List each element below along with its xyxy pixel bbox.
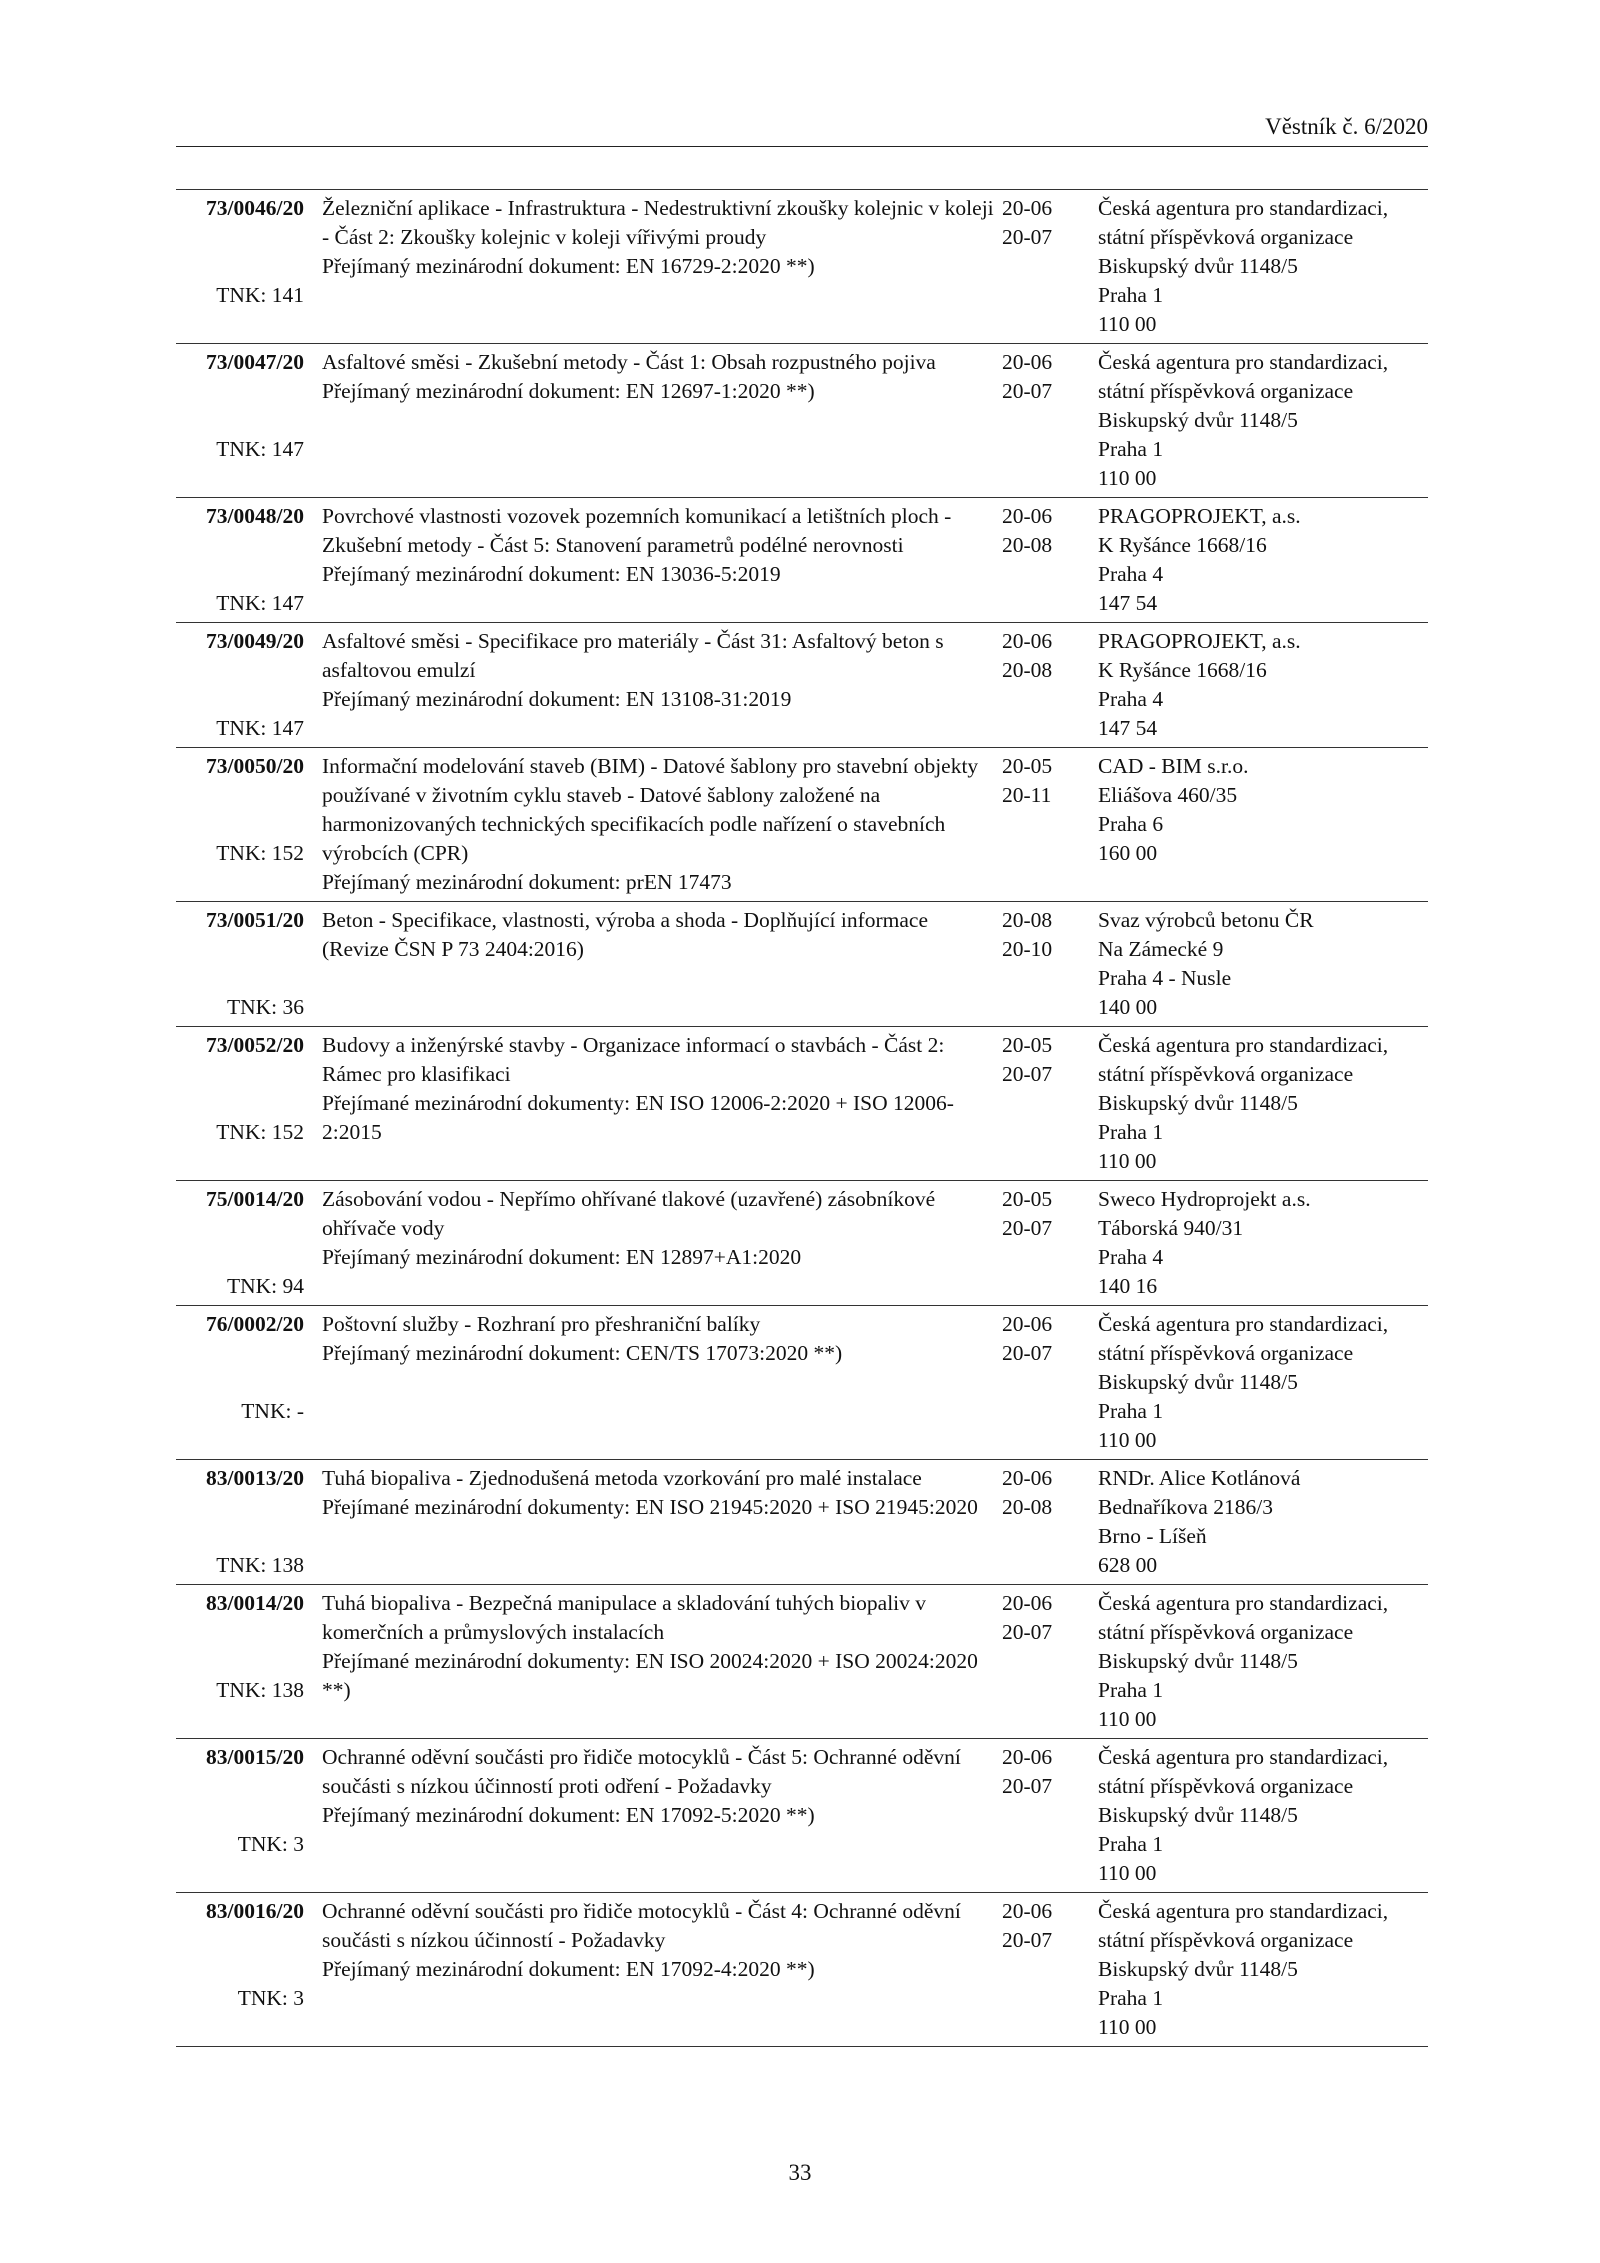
address-line: 110 00 — [1098, 2015, 1157, 2039]
address-line: 110 00 — [1098, 1707, 1157, 1731]
address-line: Brno - Líšeň — [1098, 1524, 1207, 1548]
address-line: Praha 1 — [1098, 1120, 1164, 1144]
processor-address — [1086, 1185, 1428, 1301]
entry-identifiers — [176, 1589, 304, 1734]
entry-description — [304, 1743, 996, 1888]
adopted-document: Přejímaný mezinárodní dokument: EN 12697-1:2020 **) — [322, 379, 815, 403]
standard-code: 83/0013/20 — [206, 1466, 304, 1490]
standard-title: Zásobování vodou - Nepřímo ohřívané tlakové (uzavřené) zásobníkové ohřívače vody — [322, 1187, 936, 1240]
header-divider — [176, 146, 1428, 147]
entry-dates — [996, 1310, 1086, 1455]
standard-code: 83/0015/20 — [206, 1745, 304, 1769]
entry-identifiers — [176, 1185, 304, 1301]
standard-title: Železniční aplikace - Infrastruktura - Nedestruktivní zkoušky kolejnic v koleji - Část 2: Zkoušky kolejnic v koleji vířivými proudy — [322, 196, 994, 249]
standards-list — [176, 189, 1428, 2047]
date-code: 20-06 — [1002, 504, 1053, 528]
standard-code: 75/0014/20 — [206, 1187, 304, 1211]
date-code: 20-07 — [1002, 1928, 1053, 1952]
address-line: Bednaříkova 2186/3 — [1098, 1495, 1273, 1519]
address-line: Česká agentura pro standardizaci, — [1098, 1899, 1389, 1923]
page-number: 33 — [788, 2160, 812, 2185]
adopted-document: Přejímaný mezinárodní dokument: EN 17092-4:2020 **) — [322, 1957, 815, 1981]
address-line: Táborská 940/31 — [1098, 1216, 1244, 1240]
address-line: Praha 1 — [1098, 283, 1164, 307]
tnk-number: TNK: 138 — [216, 1553, 304, 1577]
entry-identifiers — [176, 752, 304, 897]
entry-description — [304, 1897, 996, 2042]
address-line: státní příspěvková organizace — [1098, 1620, 1354, 1644]
address-line: PRAGOPROJEKT, a.s. — [1098, 629, 1301, 653]
address-line: Praha 4 — [1098, 562, 1164, 586]
address-line: Svaz výrobců betonu ČR — [1098, 908, 1314, 932]
entry-identifiers — [176, 1464, 304, 1580]
standard-title: Poštovní služby - Rozhraní pro přeshraniční balíky — [322, 1312, 761, 1336]
standard-title: Ochranné oděvní součásti pro řidiče motocyklů - Část 4: Ochranné oděvní součásti s nízkou účinností - Požadavky — [322, 1899, 961, 1952]
standard-code: 83/0014/20 — [206, 1591, 304, 1615]
entry-description — [304, 1185, 996, 1301]
address-line: Praha 4 — [1098, 1245, 1164, 1269]
entry-identifiers — [176, 194, 304, 339]
standard-code: 73/0049/20 — [206, 629, 304, 653]
standard-entry — [176, 190, 1428, 344]
entry-identifiers — [176, 1897, 304, 2042]
address-line: 147 54 — [1098, 591, 1158, 615]
standard-title: Asfaltové směsi - Specifikace pro materiály - Část 31: Asfaltový beton s asfaltovou emulzí — [322, 629, 944, 682]
address-line: 110 00 — [1098, 1428, 1157, 1452]
tnk-number: TNK: 94 — [226, 1274, 304, 1298]
standard-title: Informační modelování staveb (BIM) - Datové šablony pro stavební objekty používané v životním cyklu staveb - Datové šablony založené na harmonizovaných technických specifikacích podle nařízení o stavebních výrobcích (CPR) — [322, 754, 979, 865]
date-code: 20-05 — [1002, 754, 1053, 778]
address-line: Praha 1 — [1098, 1678, 1164, 1702]
address-line: 147 54 — [1098, 716, 1158, 740]
entry-dates — [996, 906, 1086, 1022]
address-line: 140 16 — [1098, 1274, 1158, 1298]
date-code: 20-07 — [1002, 1062, 1053, 1086]
standard-entry — [176, 344, 1428, 498]
entry-description — [304, 752, 996, 897]
publication-header: Věstník č. 6/2020 — [1265, 114, 1428, 139]
adopted-document: Přejímaný mezinárodní dokument: EN 17092-5:2020 **) — [322, 1803, 815, 1827]
address-line: státní příspěvková organizace — [1098, 1341, 1354, 1365]
standard-code: 73/0052/20 — [206, 1033, 304, 1057]
standard-code: 73/0046/20 — [206, 196, 304, 220]
entry-description — [304, 348, 996, 493]
entry-identifiers — [176, 1310, 304, 1455]
address-line: Eliášova 460/35 — [1098, 783, 1238, 807]
date-code: 20-08 — [1002, 1495, 1053, 1519]
date-code: 20-05 — [1002, 1033, 1053, 1057]
processor-address — [1086, 1464, 1428, 1580]
entry-dates — [996, 1464, 1086, 1580]
date-code: 20-10 — [1002, 937, 1053, 961]
standard-entry — [176, 623, 1428, 748]
adopted-document: Přejímaný mezinárodní dokument: EN 13036-5:2019 — [322, 562, 781, 586]
tnk-number: TNK: 3 — [237, 1832, 304, 1856]
processor-address — [1086, 1589, 1428, 1734]
entry-dates — [996, 627, 1086, 743]
standard-code: 73/0050/20 — [206, 754, 304, 778]
address-line: 110 00 — [1098, 312, 1157, 336]
standard-entry — [176, 1027, 1428, 1181]
standard-title: Asfaltové směsi - Zkušební metody - Část 1: Obsah rozpustného pojiva — [322, 350, 936, 374]
entry-description — [304, 906, 996, 1022]
standard-title: Budovy a inženýrské stavby - Organizace informací o stavbách - Část 2: Rámec pro klasifikaci — [322, 1033, 945, 1086]
address-line: Praha 6 — [1098, 812, 1164, 836]
tnk-number: TNK: 147 — [216, 716, 304, 740]
tnk-number: TNK: 141 — [216, 283, 304, 307]
entry-dates — [996, 348, 1086, 493]
address-line: Na Zámecké 9 — [1098, 937, 1224, 961]
entry-dates — [996, 502, 1086, 618]
processor-address — [1086, 348, 1428, 493]
entry-dates — [996, 1589, 1086, 1734]
address-line: PRAGOPROJEKT, a.s. — [1098, 504, 1301, 528]
standard-code: 73/0051/20 — [206, 908, 304, 932]
tnk-number: TNK: - — [241, 1399, 304, 1423]
address-line: státní příspěvková organizace — [1098, 1062, 1354, 1086]
address-line: Biskupský dvůr 1148/5 — [1098, 254, 1298, 278]
entry-identifiers — [176, 906, 304, 1022]
date-code: 20-08 — [1002, 658, 1053, 682]
address-line: Česká agentura pro standardizaci, — [1098, 1745, 1389, 1769]
tnk-number: TNK: 3 — [237, 1986, 304, 2010]
address-line: státní příspěvková organizace — [1098, 379, 1354, 403]
date-code: 20-08 — [1002, 908, 1053, 932]
address-line: 110 00 — [1098, 1861, 1157, 1885]
date-code: 20-07 — [1002, 1216, 1053, 1240]
processor-address — [1086, 1310, 1428, 1455]
standard-entry — [176, 498, 1428, 623]
processor-address — [1086, 1897, 1428, 2042]
adopted-document: Přejímaný mezinárodní dokument: EN 16729-2:2020 **) — [322, 254, 815, 278]
tnk-number: TNK: 147 — [216, 437, 304, 461]
entry-description — [304, 1310, 996, 1455]
date-code: 20-07 — [1002, 1774, 1053, 1798]
processor-address — [1086, 752, 1428, 897]
address-line: státní příspěvková organizace — [1098, 225, 1354, 249]
entry-identifiers — [176, 1031, 304, 1176]
address-line: Česká agentura pro standardizaci, — [1098, 1033, 1389, 1057]
address-line: Praha 4 - Nusle — [1098, 966, 1232, 990]
address-line: Praha 4 — [1098, 687, 1164, 711]
entry-identifiers — [176, 627, 304, 743]
date-code: 20-07 — [1002, 1341, 1053, 1365]
address-line: státní příspěvková organizace — [1098, 1774, 1354, 1798]
entry-dates — [996, 1897, 1086, 2042]
address-line: Česká agentura pro standardizaci, — [1098, 350, 1389, 374]
address-line: Praha 1 — [1098, 1399, 1164, 1423]
tnk-number: TNK: 147 — [216, 591, 304, 615]
processor-address — [1086, 194, 1428, 339]
date-code: 20-05 — [1002, 1187, 1053, 1211]
date-code: 20-06 — [1002, 1899, 1053, 1923]
standard-entry — [176, 1585, 1428, 1739]
address-line: Praha 1 — [1098, 1832, 1164, 1856]
address-line: 110 00 — [1098, 1149, 1157, 1173]
standard-title: Beton - Specifikace, vlastnosti, výroba a shoda - Doplňující informace (Revize ČSN P 73 2404:2016) — [322, 908, 929, 961]
entry-dates — [996, 1743, 1086, 1888]
address-line: Česká agentura pro standardizaci, — [1098, 1312, 1389, 1336]
adopted-document: Přejímané mezinárodní dokumenty: EN ISO 21945:2020 + ISO 21945:2020 — [322, 1495, 978, 1519]
standard-title: Tuhá biopaliva - Zjednodušená metoda vzorkování pro malé instalace — [322, 1466, 922, 1490]
address-line: CAD - BIM s.r.o. — [1098, 754, 1249, 778]
address-line: Biskupský dvůr 1148/5 — [1098, 1649, 1298, 1673]
standard-entry — [176, 1739, 1428, 1893]
entry-description — [304, 627, 996, 743]
address-line: Biskupský dvůr 1148/5 — [1098, 1957, 1298, 1981]
standard-entry — [176, 1893, 1428, 2047]
processor-address — [1086, 502, 1428, 618]
address-line: Praha 1 — [1098, 1986, 1164, 2010]
entry-identifiers — [176, 348, 304, 493]
address-line: státní příspěvková organizace — [1098, 1928, 1354, 1952]
processor-address — [1086, 906, 1428, 1022]
date-code: 20-06 — [1002, 350, 1053, 374]
standard-code: 76/0002/20 — [206, 1312, 304, 1336]
standard-code: 83/0016/20 — [206, 1899, 304, 1923]
date-code: 20-06 — [1002, 1466, 1053, 1490]
date-code: 20-07 — [1002, 225, 1053, 249]
date-code: 20-06 — [1002, 196, 1053, 220]
tnk-number: TNK: 36 — [226, 995, 304, 1019]
entry-identifiers — [176, 502, 304, 618]
entry-dates — [996, 1185, 1086, 1301]
standard-code: 73/0048/20 — [206, 504, 304, 528]
processor-address — [1086, 627, 1428, 743]
date-code: 20-11 — [1002, 783, 1052, 807]
address-line: K Ryšánce 1668/16 — [1098, 533, 1267, 557]
standard-entry — [176, 902, 1428, 1027]
standard-entry — [176, 1181, 1428, 1306]
date-code: 20-06 — [1002, 629, 1053, 653]
adopted-document: Přejímané mezinárodní dokumenty: EN ISO 12006-2:2020 + ISO 12006-2:2015 — [322, 1091, 954, 1144]
address-line: RNDr. Alice Kotlánová — [1098, 1466, 1301, 1490]
adopted-document: Přejímaný mezinárodní dokument: EN 12897+A1:2020 — [322, 1245, 802, 1269]
entry-description — [304, 502, 996, 618]
standard-entry — [176, 1306, 1428, 1460]
address-line: 110 00 — [1098, 466, 1157, 490]
standard-title: Tuhá biopaliva - Bezpečná manipulace a skladování tuhých biopaliv v komerčních a průmyslových instalacích — [322, 1591, 927, 1644]
entry-identifiers — [176, 1743, 304, 1888]
adopted-document: Přejímaný mezinárodní dokument: prEN 17473 — [322, 870, 732, 894]
date-code: 20-07 — [1002, 379, 1053, 403]
entry-dates — [996, 752, 1086, 897]
adopted-document: Přejímaný mezinárodní dokument: EN 13108-31:2019 — [322, 687, 792, 711]
processor-address — [1086, 1743, 1428, 1888]
entry-description — [304, 1464, 996, 1580]
date-code: 20-06 — [1002, 1312, 1053, 1336]
entry-description — [304, 1031, 996, 1176]
tnk-number: TNK: 138 — [216, 1678, 304, 1702]
date-code: 20-06 — [1002, 1591, 1053, 1615]
tnk-number: TNK: 152 — [216, 841, 304, 865]
address-line: Biskupský dvůr 1148/5 — [1098, 1803, 1298, 1827]
address-line: Česká agentura pro standardizaci, — [1098, 196, 1389, 220]
standard-entry — [176, 748, 1428, 902]
entry-description — [304, 194, 996, 339]
entry-dates — [996, 1031, 1086, 1176]
standard-code: 73/0047/20 — [206, 350, 304, 374]
address-line: Biskupský dvůr 1148/5 — [1098, 1091, 1298, 1115]
address-line: Česká agentura pro standardizaci, — [1098, 1591, 1389, 1615]
address-line: Praha 1 — [1098, 437, 1164, 461]
processor-address — [1086, 1031, 1428, 1176]
adopted-document: Přejímané mezinárodní dokumenty: EN ISO 20024:2020 + ISO 20024:2020 **) — [322, 1649, 978, 1702]
address-line: 140 00 — [1098, 995, 1158, 1019]
standard-entry — [176, 1460, 1428, 1585]
entry-description — [304, 1589, 996, 1734]
entry-dates — [996, 194, 1086, 339]
adopted-document: Přejímaný mezinárodní dokument: CEN/TS 17073:2020 **) — [322, 1341, 843, 1365]
date-code: 20-08 — [1002, 533, 1053, 557]
address-line: Sweco Hydroprojekt a.s. — [1098, 1187, 1311, 1211]
address-line: Biskupský dvůr 1148/5 — [1098, 1370, 1298, 1394]
date-code: 20-06 — [1002, 1745, 1053, 1769]
address-line: 160 00 — [1098, 841, 1158, 865]
address-line: Biskupský dvůr 1148/5 — [1098, 408, 1298, 432]
tnk-number: TNK: 152 — [216, 1120, 304, 1144]
standard-title: Povrchové vlastnosti vozovek pozemních komunikací a letištních ploch - Zkušební metody - Část 5: Stanovení parametrů podélné nerovnosti — [322, 504, 952, 557]
address-line: K Ryšánce 1668/16 — [1098, 658, 1267, 682]
standard-title: Ochranné oděvní součásti pro řidiče motocyklů - Část 5: Ochranné oděvní součásti s nízkou účinností proti odření - Požadavky — [322, 1745, 961, 1798]
address-line: 628 00 — [1098, 1553, 1158, 1577]
date-code: 20-07 — [1002, 1620, 1053, 1644]
